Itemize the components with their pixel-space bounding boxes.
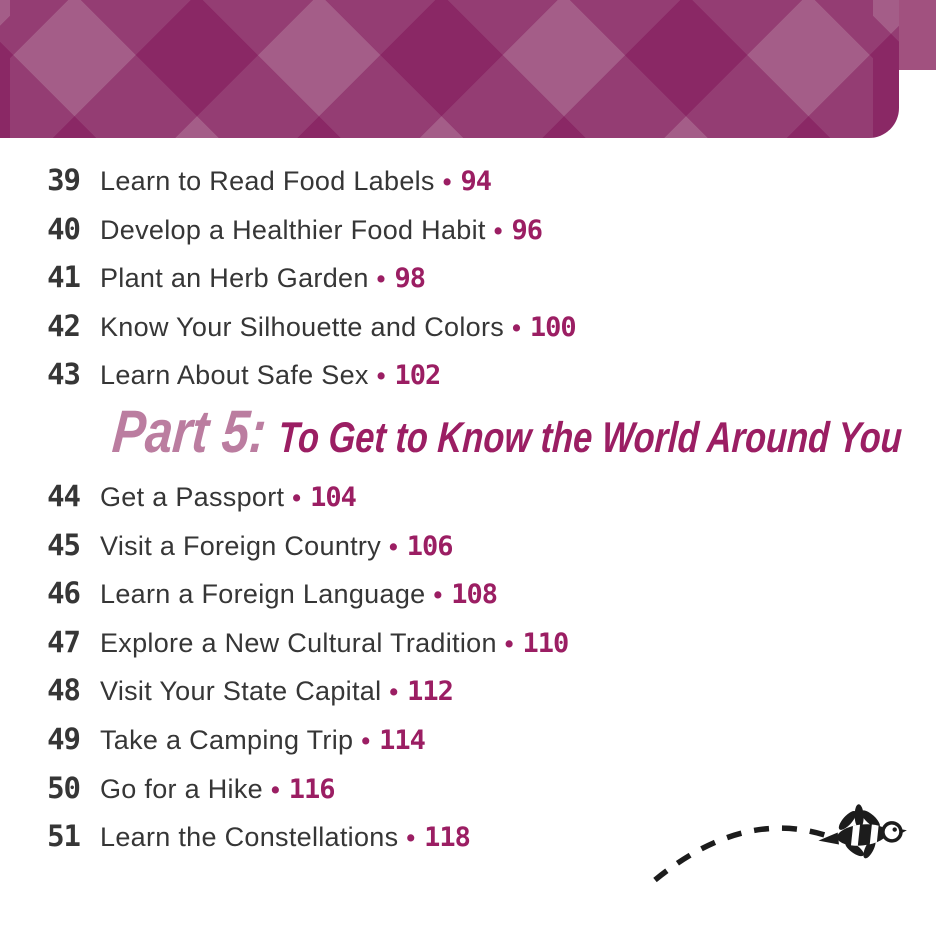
- item-page-number: 102: [394, 360, 441, 392]
- item-page-number: 110: [522, 627, 569, 659]
- toc-row: [0, 159, 576, 208]
- bullet-separator: •: [433, 581, 443, 610]
- item-page-number: 112: [407, 676, 453, 708]
- item-page-number: 106: [406, 530, 453, 562]
- toc-row: [0, 208, 576, 257]
- toc-row: [0, 621, 568, 670]
- bullet-separator: •: [376, 362, 386, 391]
- toc-row: [0, 767, 568, 816]
- bullet-separator: •: [406, 824, 416, 853]
- item-number: 51: [47, 819, 80, 854]
- bullet-separator: •: [376, 265, 386, 294]
- bullet-separator: •: [389, 678, 399, 707]
- item-title: Visit a Foreign Country: [100, 530, 382, 561]
- item-title: Know Your Silhouette and Colors: [100, 311, 505, 342]
- item-number: 39: [47, 163, 80, 197]
- item-page-number: 104: [310, 482, 356, 513]
- plaid-header-band: [0, 0, 899, 138]
- toc-list-top: [0, 159, 576, 402]
- toc-row: [0, 572, 568, 621]
- item-title: Learn About Safe Sex: [100, 360, 369, 391]
- item-number: 46: [47, 576, 80, 611]
- part-number-label: Part 5:: [110, 398, 269, 465]
- toc-row: [0, 669, 568, 718]
- item-number: 44: [47, 479, 80, 513]
- page-edge-tab: [899, 0, 936, 70]
- item-page-number: 108: [451, 579, 497, 611]
- item-page-number: 118: [424, 822, 470, 854]
- item-page-number: 96: [511, 214, 542, 246]
- item-number: 43: [47, 357, 80, 392]
- toc-row: [0, 305, 576, 354]
- toc-row: [0, 475, 568, 524]
- item-title: Get a Passport: [100, 482, 285, 512]
- toc-list-part5: [0, 475, 568, 864]
- bullet-separator: •: [512, 313, 521, 342]
- item-title: Learn a Foreign Language: [100, 579, 426, 610]
- bullet-separator: •: [442, 168, 452, 196]
- item-title: Learn the Constellations: [100, 822, 399, 853]
- item-number: 47: [47, 624, 80, 659]
- item-title: Develop a Healthier Food Habit: [100, 214, 486, 245]
- item-title: Explore a New Cultural Tradition: [100, 627, 497, 658]
- item-title: Learn to Read Food Labels: [100, 166, 435, 196]
- toc-row: [0, 256, 576, 305]
- item-page-number: 94: [460, 166, 492, 197]
- item-title: Take a Camping Trip: [100, 724, 354, 755]
- item-page-number: 100: [529, 311, 576, 343]
- toc-row: [0, 718, 568, 767]
- item-number: 45: [47, 527, 80, 562]
- item-number: 48: [47, 673, 80, 708]
- part-heading: [110, 399, 936, 465]
- item-page-number: 116: [288, 773, 335, 805]
- bullet-separator: •: [361, 726, 371, 755]
- item-title: Go for a Hike: [100, 773, 263, 804]
- bullet-separator: •: [270, 775, 280, 804]
- toc-row: [0, 815, 568, 864]
- bee-flight-doodle: [638, 796, 910, 910]
- item-number: 41: [47, 260, 80, 295]
- bullet-separator: •: [292, 484, 302, 512]
- bee-icon: [815, 799, 909, 865]
- item-number: 42: [47, 308, 80, 343]
- bullet-separator: •: [493, 216, 503, 245]
- item-page-number: 98: [394, 263, 425, 295]
- item-number: 50: [47, 770, 80, 805]
- item-title: Visit Your State Capital: [100, 676, 382, 707]
- item-number: 49: [47, 721, 80, 756]
- bullet-separator: •: [389, 532, 398, 561]
- item-title: Plant an Herb Garden: [100, 263, 369, 294]
- flight-path-dashes: [655, 828, 828, 880]
- item-number: 40: [47, 211, 80, 246]
- bullet-separator: •: [504, 629, 514, 658]
- toc-row: [0, 353, 576, 402]
- item-page-number: 114: [379, 724, 425, 756]
- toc-row: [0, 524, 568, 573]
- part-title: To Get to Know the World Around You: [276, 414, 904, 462]
